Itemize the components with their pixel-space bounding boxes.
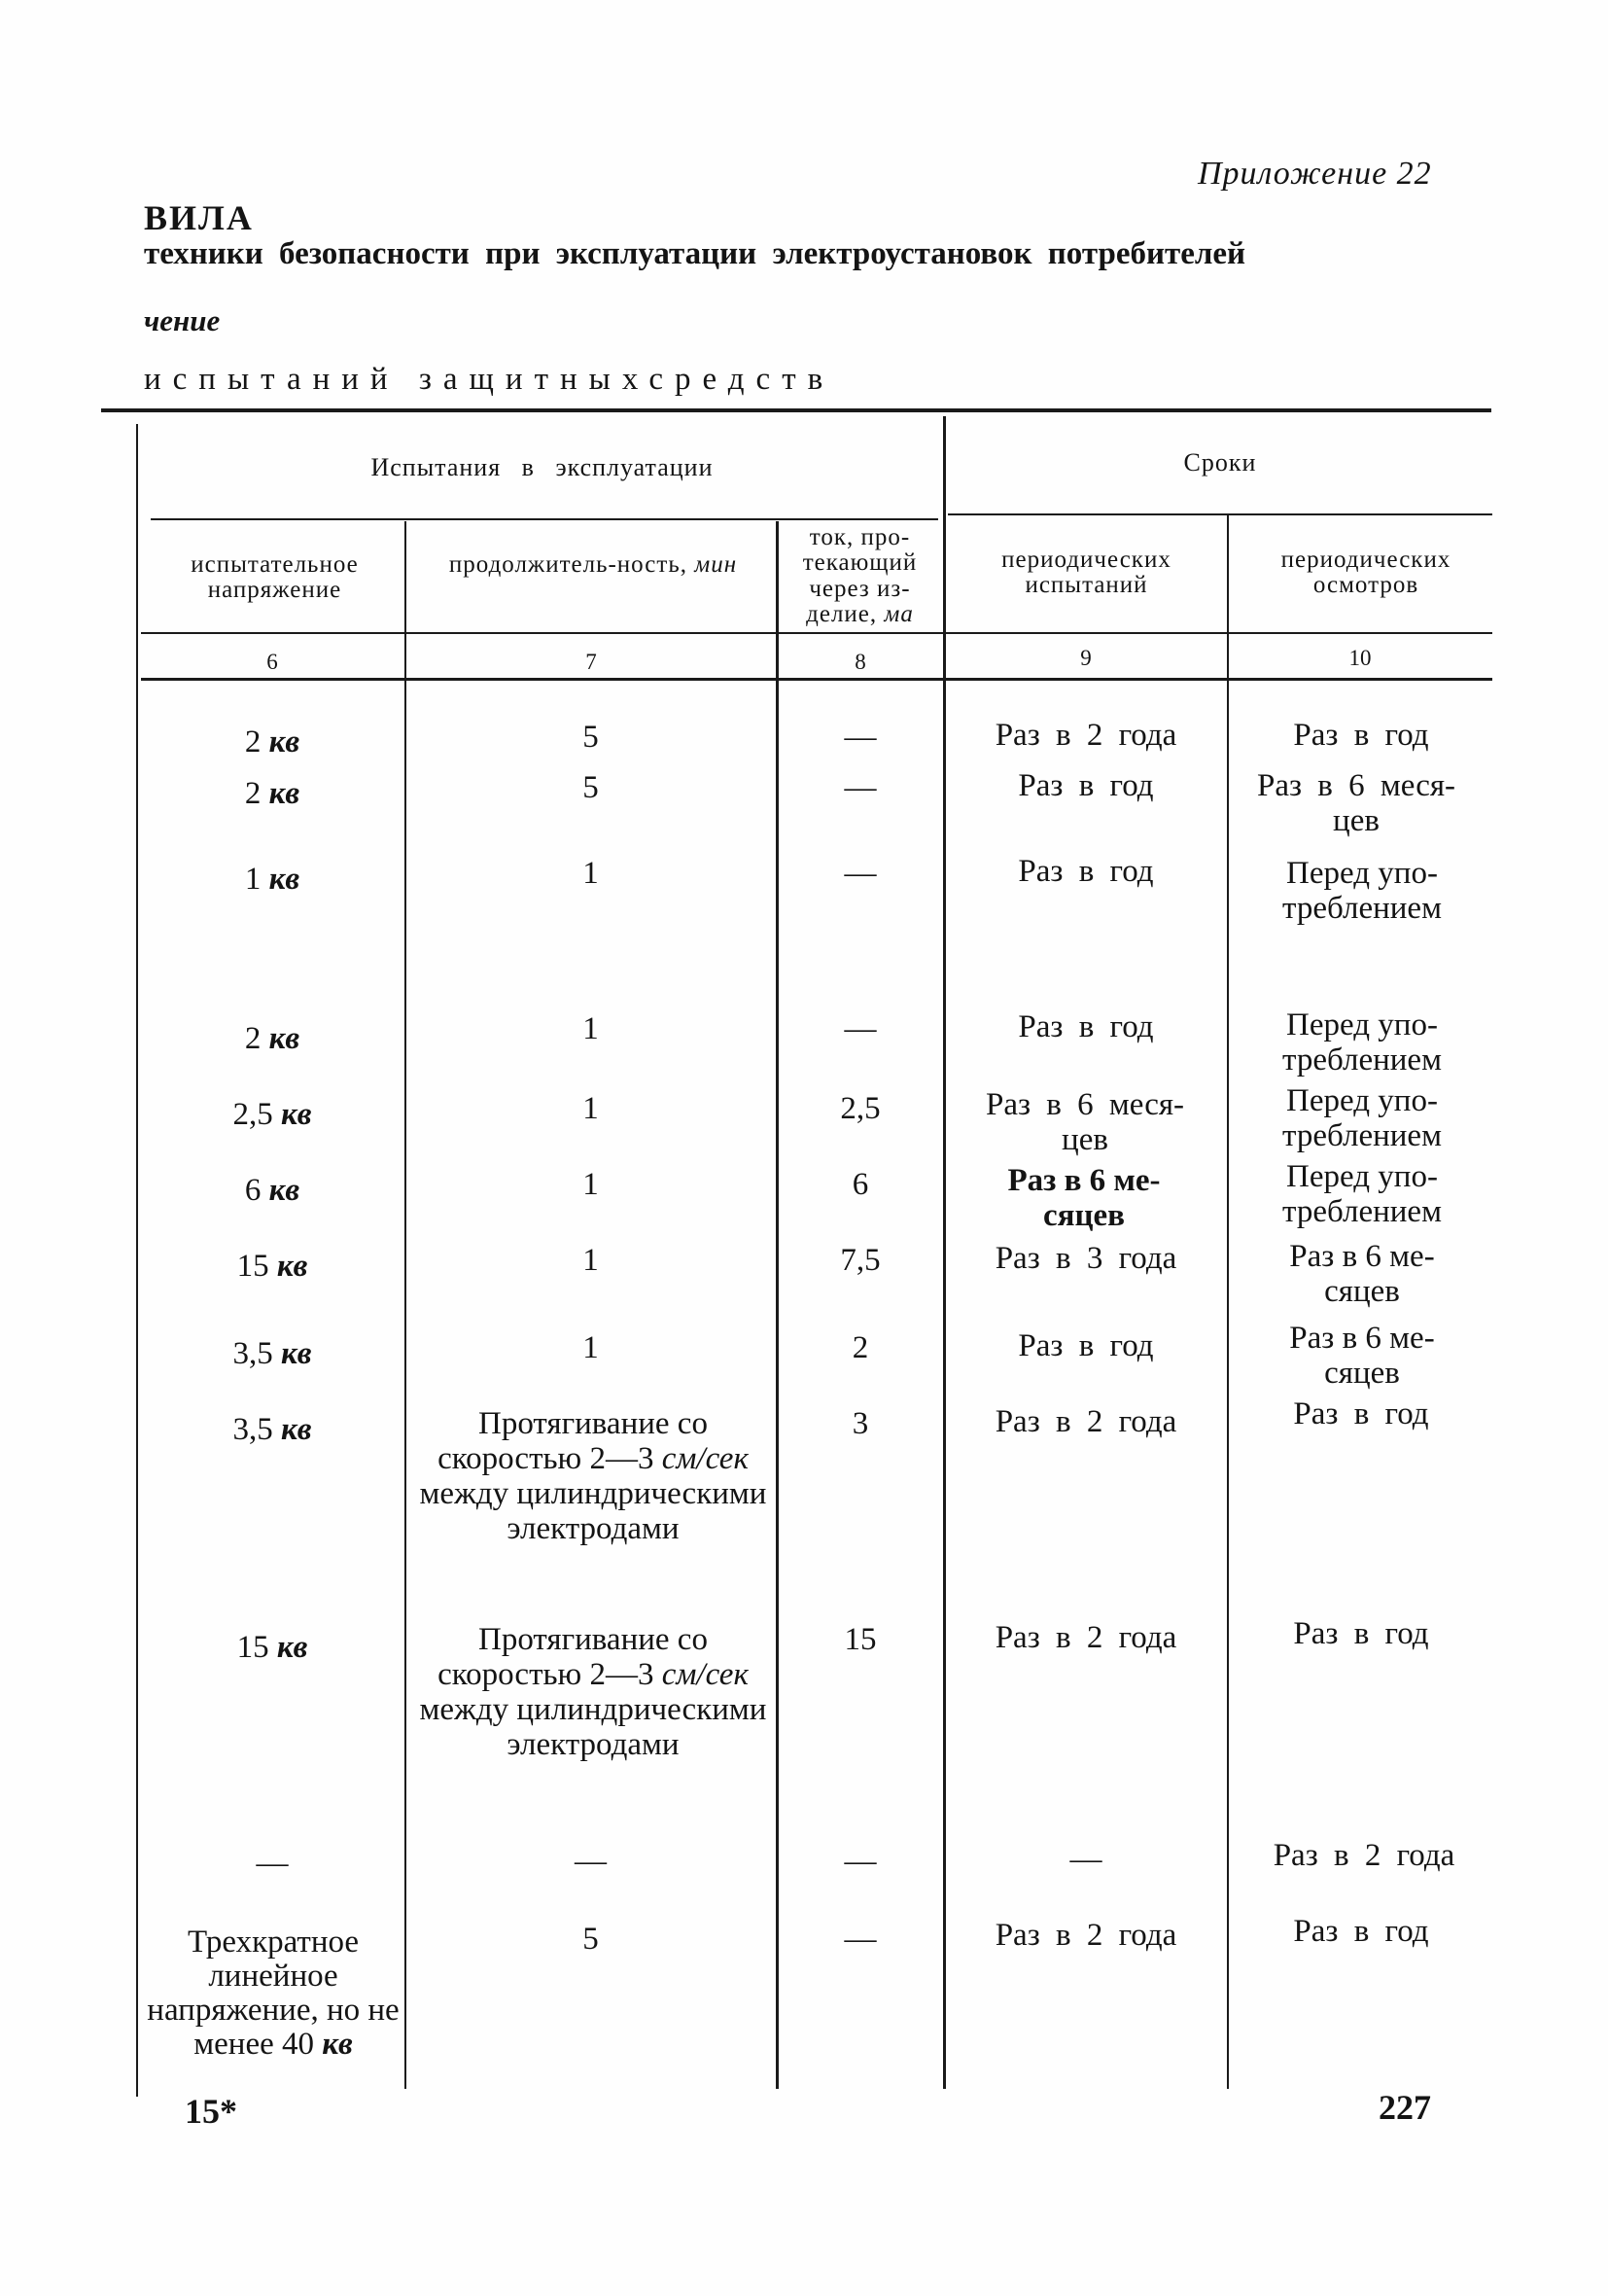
col-number-6: 6 [266,650,278,674]
table-row-11-voltage: — [256,1846,289,1881]
table-row-10-inspections: Раз в год [1293,1616,1429,1651]
voltage-value: 3,5 [232,1412,273,1447]
voltage-value: 2 [244,724,262,759]
table-row-7-voltage [141,1249,403,1284]
table-row-8-voltage [141,1336,403,1371]
col-header-voltage: испытательное напряжение [191,551,359,604]
table-row-9-voltage [141,1412,403,1447]
voltage-value: 3,5 [232,1336,273,1371]
group-header-tests: Испытания в эксплуатации [370,453,714,481]
table-row-5-current: 2,5 [840,1091,881,1126]
table-row-5-duration: 1 [582,1091,599,1126]
duration-text: Протягивание со скоростью 2—3 [437,1406,708,1476]
title-main: ВИЛА [144,198,254,237]
duration-text-end: между цилиндрическими электродами [419,1476,767,1546]
table-row-7-current: 7,5 [840,1243,881,1278]
col-header-current [781,525,939,627]
table-row-5-tests: Раз в 6 меся-цев [985,1087,1185,1157]
col-number-7: 7 [585,650,597,674]
table-row-1-duration: 5 [582,720,599,755]
col-header-current-unit: ма [884,600,914,627]
col-header-duration-text: продолжитель-ность, [448,551,687,578]
table-row-8-inspections: Раз в 6 ме-сяцев [1289,1321,1435,1391]
page-number: 227 [1379,2088,1431,2127]
table-row-2-tests: Раз в год [1018,768,1154,803]
table-row-5-inspections: Перед упо-треблением [1282,1083,1442,1153]
col-number-rule [141,678,1492,681]
table-row-3-current: — [844,856,877,891]
table-row-2-current: — [844,770,877,805]
table-row-12-voltage [146,1925,401,2062]
appendix-label: Приложение 22 [1198,156,1432,192]
table-row-8-tests: Раз в год [1018,1328,1154,1363]
voltage-value: 2,5 [232,1097,273,1132]
voltage-unit: кв [281,1097,312,1132]
voltage-unit: кв [268,1021,300,1056]
table-row-9-duration [418,1406,768,1546]
table-row-9-tests: Раз в 2 года [995,1404,1177,1439]
voltage-value: 6 [244,1173,262,1208]
table-row-3-tests: Раз в год [1018,854,1154,889]
voltage-text: Трехкратное линейное напряжение, но не менее 40 [147,1925,400,2062]
table-row-4-duration: 1 [582,1011,599,1046]
table-row-4-current: — [844,1011,877,1046]
duration-unit: см/сек [661,1441,749,1476]
table-row-1-voltage [141,724,403,759]
col-number-8: 8 [855,650,866,674]
col-header-duration [418,552,768,578]
group-header-rule-left [151,518,938,520]
table-row-1-inspections: Раз в год [1293,718,1429,753]
table-row-4-tests: Раз в год [1018,1009,1154,1044]
table-row-3-inspections: Перед упо-треблением [1282,856,1442,926]
table-row-12-duration: 5 [582,1922,599,1957]
table-row-3-duration: 1 [582,856,599,891]
duration-text-end: между цилиндрическими электродами [419,1692,767,1762]
title-continuation: чение [144,303,221,337]
table-row-9-inspections: Раз в год [1293,1396,1429,1431]
table-row-6-duration: 1 [582,1167,599,1202]
table-row-2-inspections: Раз в 6 меся-цев [1256,768,1456,838]
col-header-current-text: ток, про-текающий через из-делие, [802,524,918,627]
group-header-rule-right [948,513,1492,515]
col-divider-9-10 [1227,515,1229,2089]
table-row-6-inspections: Перед упо-треблением [1282,1159,1442,1229]
title-tests: испытаний защитныхсредств [144,362,835,397]
table-row-11-duration: — [575,1844,607,1879]
table-row-6-current: 6 [852,1167,869,1202]
table-row-2-duration: 5 [582,770,599,805]
col-header-periodic-inspections: периодических осмотров [1280,547,1451,599]
table-row-4-voltage [141,1021,403,1056]
table-row-10-tests: Раз в 2 года [995,1620,1177,1655]
table-row-8-duration: 1 [582,1330,599,1365]
voltage-value: 15 [236,1630,269,1665]
table-row-7-inspections: Раз в 6 ме-сяцев [1289,1239,1435,1309]
table-row-10-current: 15 [844,1622,877,1657]
top-rule [101,408,1491,412]
voltage-unit: кв [281,1336,312,1371]
col-header-periodic-tests: периодических испытаний [1001,547,1171,599]
voltage-unit: кв [268,776,300,811]
voltage-unit: кв [268,862,300,897]
table-row-12-tests: Раз в 2 года [995,1918,1177,1953]
table-row-3-voltage [141,862,403,897]
table-row-10-voltage [141,1630,403,1665]
table-left-border [136,424,138,2097]
table-row-11-current: — [844,1844,877,1879]
voltage-unit: кв [281,1412,312,1447]
table-row-5-voltage [141,1097,403,1132]
voltage-value: 2 [244,776,262,811]
table-row-8-current: 2 [852,1330,869,1365]
voltage-unit: кв [268,1173,300,1208]
table-row-1-tests: Раз в 2 года [995,718,1177,753]
col-divider-6-7 [404,521,406,2089]
col-number-9: 9 [1080,646,1092,670]
table-row-9-current: 3 [852,1406,869,1441]
table-row-4-inspections: Перед упо-треблением [1282,1007,1442,1077]
table-row-2-voltage [141,776,403,811]
table-row-7-tests: Раз в 3 года [995,1241,1177,1276]
footer-signature-mark: 15* [185,2092,237,2131]
duration-text: Протягивание со скоростью 2—3 [437,1622,708,1692]
table-row-6-voltage [141,1173,403,1208]
table-row-6-tests: Раз в 6 ме-сяцев [1007,1163,1161,1233]
table-row-7-duration: 1 [582,1243,599,1278]
voltage-value: 15 [236,1249,269,1284]
table-row-11-tests: — [1069,1842,1102,1877]
table-row-10-duration [418,1622,768,1762]
title-subtitle: техники безопасности при эксплуатации электроустановок потребителей [144,236,1246,271]
group-header-periods: Сроки [1183,448,1257,477]
col-header-duration-unit: мин [694,551,738,578]
table-row-1-current: — [844,720,877,755]
table-row-12-current: — [844,1922,877,1957]
voltage-unit: кв [322,2027,353,2062]
table-row-12-inspections: Раз в год [1293,1914,1429,1949]
duration-unit: см/сек [661,1657,749,1692]
voltage-unit: кв [276,1249,308,1284]
voltage-value: 1 [244,862,262,897]
col-header-rule [141,632,1492,634]
voltage-value: 2 [244,1021,262,1056]
table-row-11-inspections: Раз в 2 года [1273,1838,1455,1873]
voltage-unit: кв [268,724,300,759]
col-number-10: 10 [1348,646,1372,670]
voltage-unit: кв [276,1630,308,1665]
